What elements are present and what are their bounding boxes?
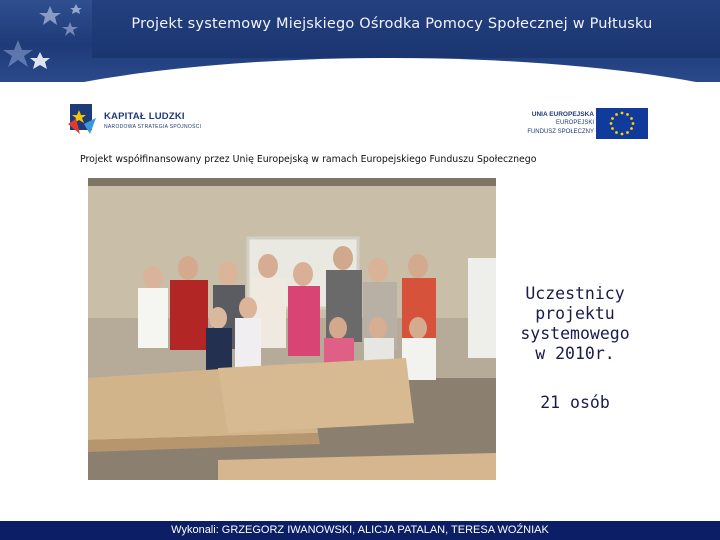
caption-line: Uczestnicy <box>525 284 625 303</box>
star-decoration-icon <box>0 0 100 82</box>
eu-logo-line1: UNIA EUROPEJSKA <box>531 111 594 118</box>
participants-caption <box>502 284 648 364</box>
caption-line: systemowego <box>520 324 630 343</box>
kapital-ludzki-logo <box>66 100 216 138</box>
caption-line: w 2010r. <box>535 344 615 363</box>
group-photo <box>88 178 496 480</box>
page-title: Projekt systemowy Miejskiego Ośrodka Pomocy Społecznej w Pułtusku <box>131 16 653 32</box>
kapital-ludzki-emblem-icon <box>66 100 100 138</box>
eu-logo-text <box>514 110 594 137</box>
eu-logo-line3: FUNDUSZ SPOŁECZNY <box>527 129 594 135</box>
participant-count: 21 osób <box>540 393 610 412</box>
header-swoosh <box>0 58 720 82</box>
kapital-ludzki-title: KAPITAŁ LUDZKI <box>104 111 185 122</box>
eu-logo-line2: EUROPEJSKI <box>555 120 594 126</box>
cofinancing-note: Projekt współfinansowany przez Unię Europejską w ramach Europejskiego Funduszu Społecznego <box>80 154 537 165</box>
kapital-ludzki-subtitle: NARODOWA STRATEGIA SPÓJNOŚCI <box>104 124 202 130</box>
eu-logo <box>514 106 650 140</box>
caption-line: projektu <box>535 304 615 323</box>
footer-credits: Wykonali: GRZEGORZ IWANOWSKI, ALICJA PATALAN, TERESA WOŹNIAK <box>171 524 549 536</box>
header-banner <box>0 0 720 82</box>
eu-flag-icon <box>596 108 648 139</box>
footer-bar <box>0 521 720 540</box>
